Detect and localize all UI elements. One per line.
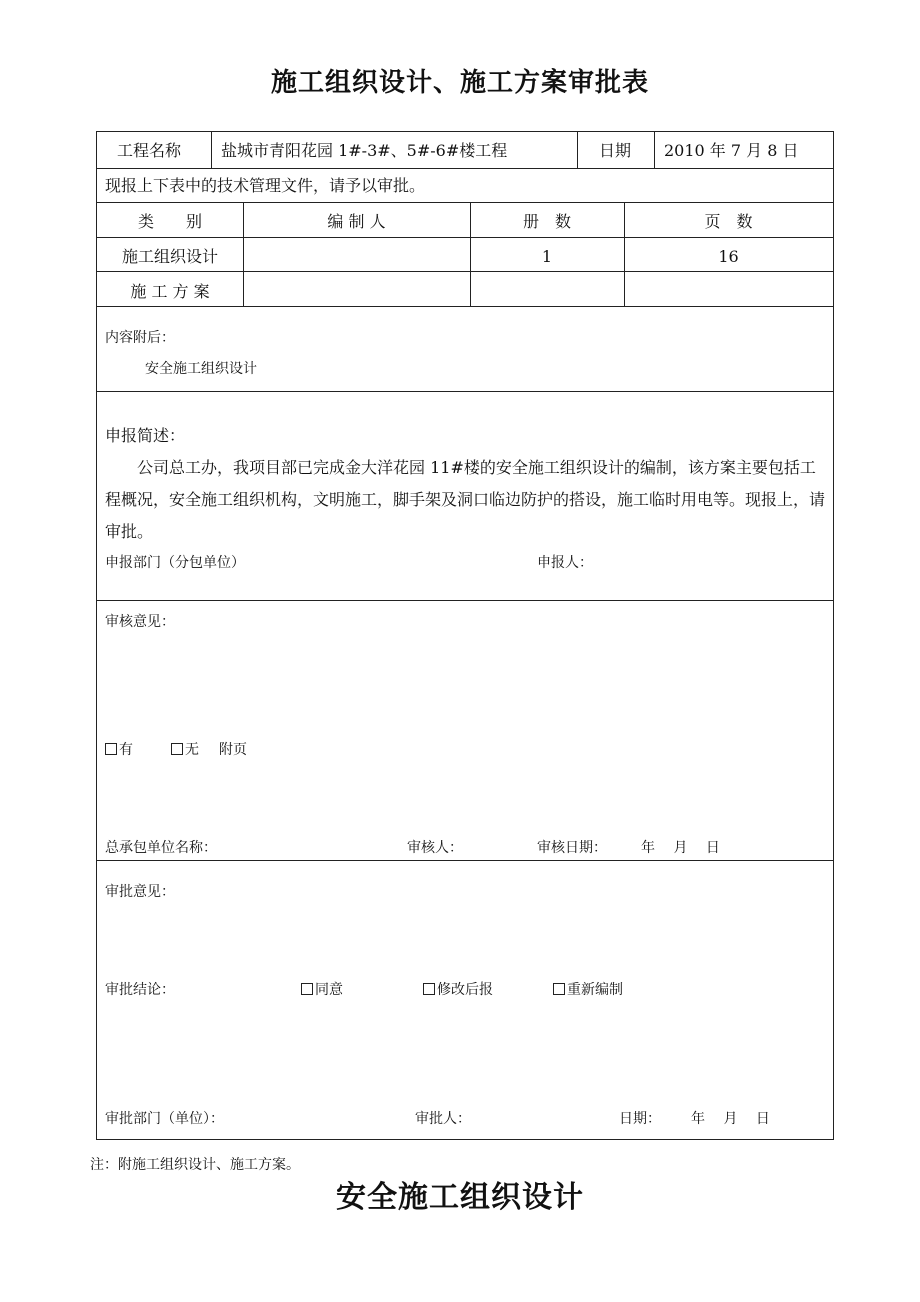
date-label: 日期 (599, 141, 632, 160)
row1-category: 施工组织设计 (121, 247, 218, 266)
col-pages: 页 数 (704, 212, 753, 231)
review-date-label: 审核日期： (537, 840, 607, 856)
approver-label: 审批人： (415, 1111, 471, 1127)
date-value: 2010 年 7 月 8 日 (664, 141, 799, 160)
report-label: 申报简述： (105, 426, 186, 445)
attachments-item: 安全施工组织设计 (145, 361, 257, 377)
project-name-label: 工程名称 (117, 141, 182, 160)
approval-date-units: 年 月 日 (691, 1111, 770, 1127)
checkbox-icon (423, 983, 435, 995)
footnote: 注：附施工组织设计、施工方案。 (90, 1157, 300, 1173)
checkbox-icon (553, 983, 565, 995)
report-dept-label: 申报部门（分包单位） (105, 555, 245, 571)
opt-agree[interactable]: 同意 (301, 980, 343, 1000)
col-category: 类 别 (137, 212, 202, 231)
row1-volumes: 1 (541, 247, 553, 266)
report-person-label: 申报人： (537, 555, 593, 571)
checkbox-icon (301, 983, 313, 995)
attachments-label: 内容附后： (105, 330, 175, 346)
approval-dept-label: 审批部门（单位）： (105, 1111, 224, 1127)
report-body: 公司总工办，我项目部已完成金大洋花园 11#楼的安全施工组织设计的编制，该方案主要包括工程概况，安全施工组织机构，文明施工，脚手架及洞口临边防护的搭设，施工临时用电等。现报上，请审批。 (105, 458, 826, 541)
opt-revise[interactable]: 修改后报 (423, 980, 493, 1000)
review-date-units: 年 月 日 (641, 840, 720, 856)
contractor-label: 总承包单位名称： (105, 840, 217, 856)
approval-date-label: 日期： (619, 1111, 661, 1127)
intro-text: 现报上下表中的技术管理文件，请予以审批。 (105, 176, 426, 195)
col-volumes: 册 数 (522, 212, 571, 231)
page-title: 施工组织设计、施工方案审批表 (270, 68, 649, 98)
row2-category: 施 工 方 案 (130, 282, 210, 301)
col-author: 编 制 人 (327, 212, 386, 231)
review-opt-no[interactable]: 无 (171, 740, 199, 760)
review-label: 审核意见： (105, 614, 175, 630)
conclusion-label: 审批结论： (105, 982, 175, 998)
reviewer-label: 审核人： (407, 840, 463, 856)
opt-redo[interactable]: 重新编制 (553, 980, 623, 1000)
checkbox-icon (171, 743, 183, 755)
approval-table (96, 131, 834, 1140)
review-opt-yes[interactable]: 有 (105, 740, 133, 760)
section-title: 安全施工组织设计 (336, 1180, 584, 1215)
approval-label: 审批意见： (105, 884, 175, 900)
project-name-value: 盐城市青阳花园 1#-3#、5#-6#楼工程 (221, 141, 508, 160)
checkbox-icon (105, 743, 117, 755)
review-attach-page: 附页 (219, 742, 247, 758)
row1-pages: 16 (718, 247, 739, 266)
